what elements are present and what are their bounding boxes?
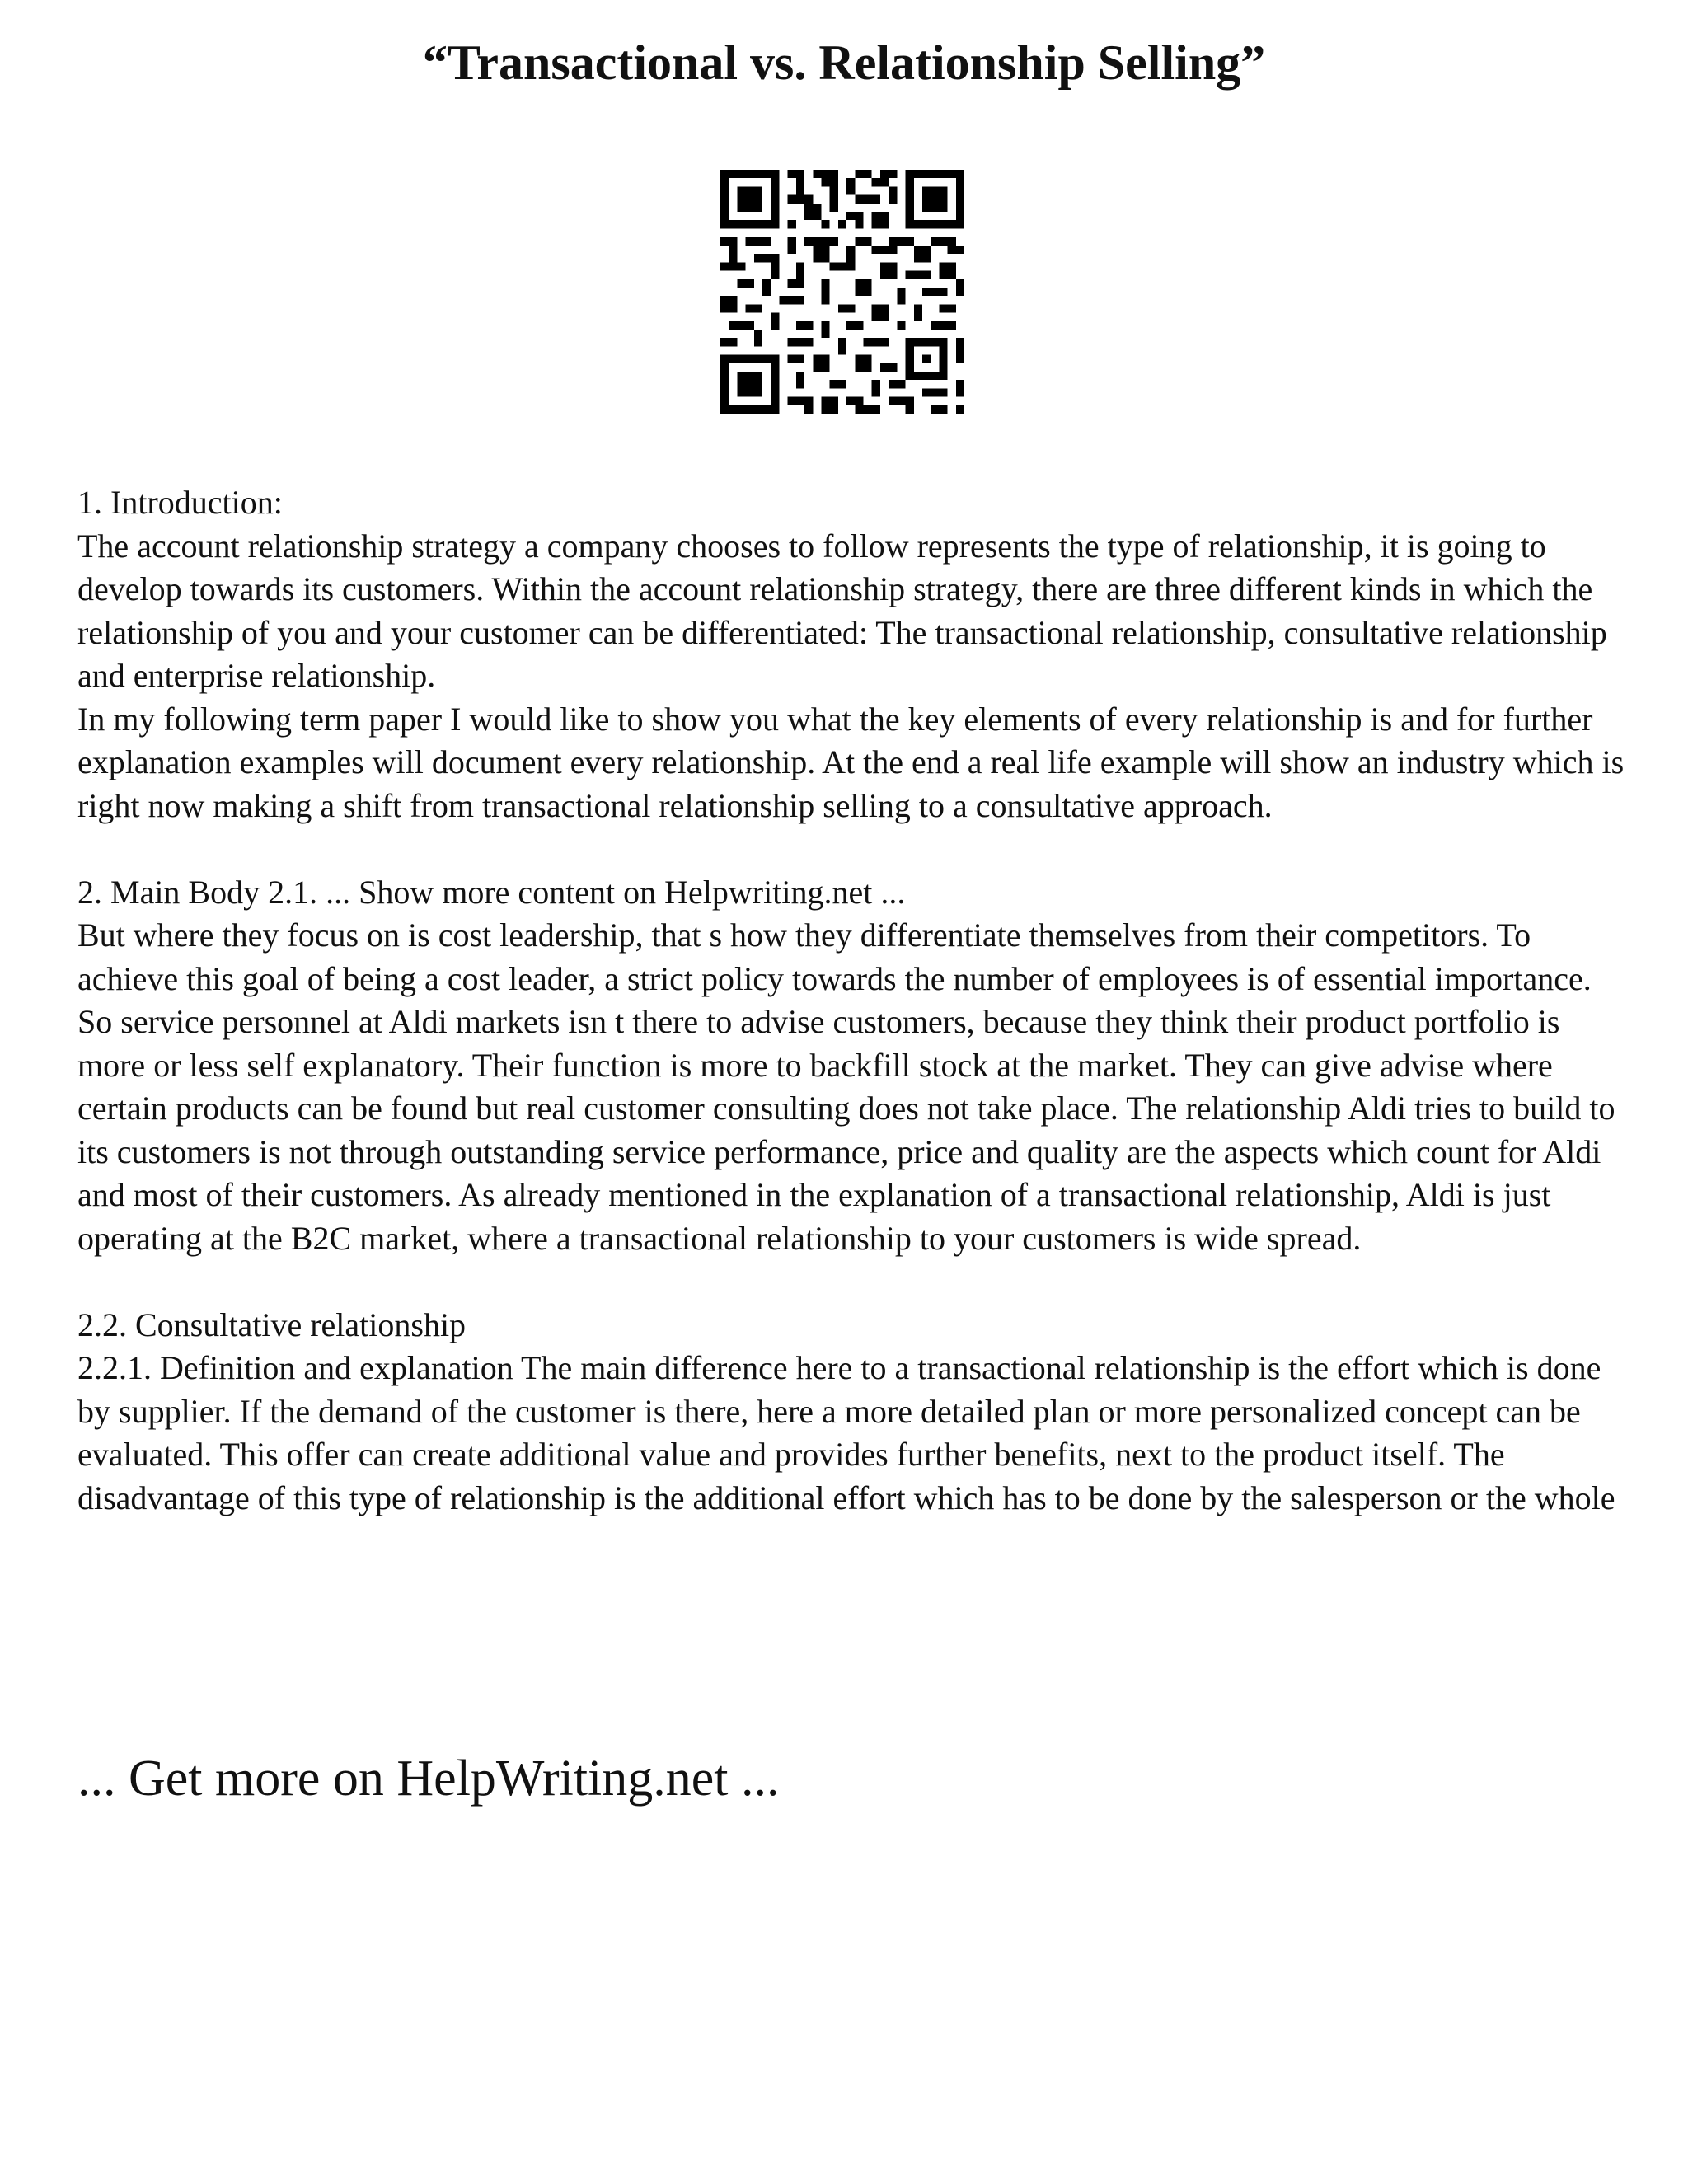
- qr-code-icon: [720, 170, 964, 414]
- paragraph-spacer: [77, 1260, 1627, 1304]
- paragraph-spacer: [77, 827, 1627, 871]
- document-title: “Transactional vs. Relationship Selling”: [422, 35, 1266, 90]
- consultative-paragraph: 2.2.1. Definition and explanation The main difference here to a transactional relationship is the effort which is done by supplier. If the demand of the customer is there, here a more detailed plan or more personalized concept can be evaluated. This offer can create additional value and provides further benefits, next to the product itself. The disadvantage of this type of relationship is the additional effort which has to be done by the salesperson or the whole: [77, 1349, 1615, 1516]
- main-body-paragraph: But where they focus on is cost leadership, that s how they differentiate themselves from their competitors. To achieve this goal of being a cost leader, a strict policy towards the number of employees is of essential importance. So service personnel at Aldi markets isn t there to advise customers, because they think their product portfolio is more or less self explanatory. Their function is more to backfill stock at the market. They can give advise where certain products can be found but real customer consulting does not take place. The relationship Aldi tries to build to its customers is not through outstanding service performance, price and quality are the aspects which count for Aldi and most of their customers. As already mentioned in the explanation of a transactional relationship, Aldi is just operating at the B2C market, where a transactional relationship to your customers is wide spread.: [77, 916, 1615, 1257]
- main-body-heading: 2. Main Body 2.1. ... Show more content on Helpwriting.net ...: [77, 873, 906, 911]
- get-more-link[interactable]: ... Get more on HelpWriting.net ...: [77, 1750, 780, 1807]
- consultative-heading: 2.2. Consultative relationship: [77, 1305, 467, 1343]
- intro-paragraph-1: The account relationship strategy a company chooses to follow represents the type of relationship, it is going to develop towards its customers. Within the account relationship strategy, there are three different kinds in which the relationship of you and your customer can be differentiated: The transactional relationship, consultative relationship and enterprise relationship.: [77, 527, 1607, 694]
- document-body: [77, 481, 1627, 1520]
- intro-heading: 1. Introduction:: [77, 484, 283, 521]
- intro-paragraph-2: In my following term paper I would like to show you what the key elements of every relationship is and for further explanation examples will document every relationship. At the end a real life example will show an industry which is right now making a shift from transactional relationship selling to a consultative approach.: [77, 700, 1625, 824]
